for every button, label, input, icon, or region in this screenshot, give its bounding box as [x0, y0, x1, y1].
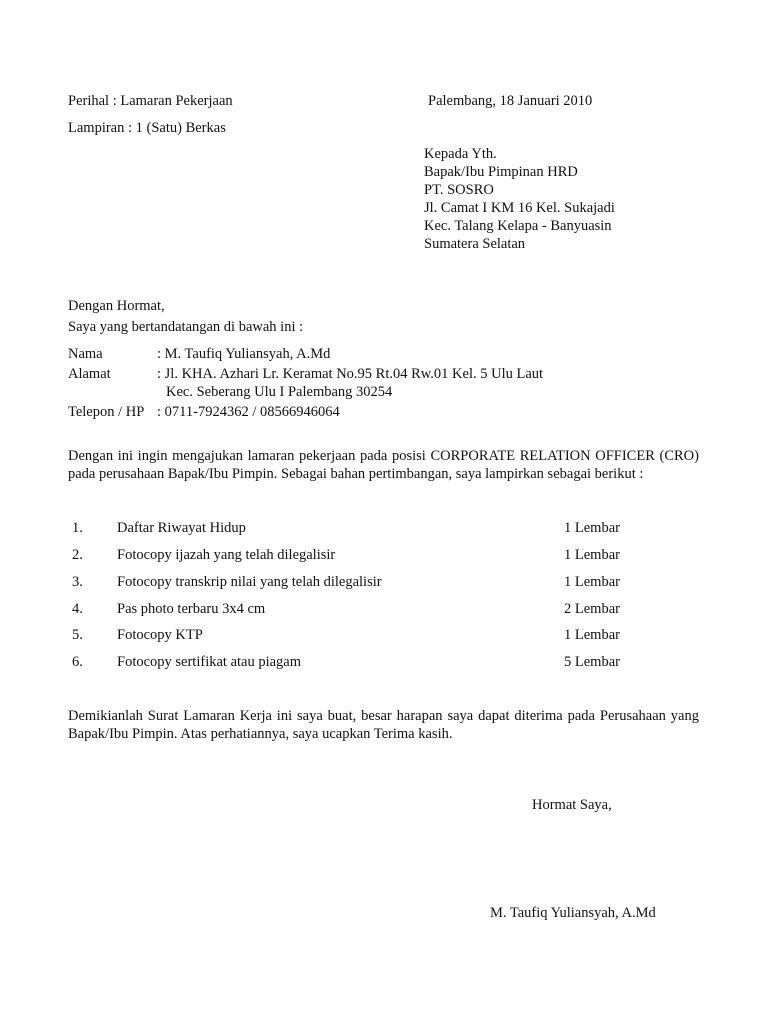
- recipient-line: Kec. Talang Kelapa - Banyuasin: [424, 218, 612, 234]
- list-item: [0, 626, 768, 644]
- letter-date: Palembang, 18 Januari 2010: [428, 93, 593, 109]
- signature-name: M. Taufiq Yuliansyah, A.Md: [490, 905, 656, 921]
- salutation: Dengan Hormat,: [68, 298, 165, 314]
- item-description: Daftar Riwayat Hidup: [117, 520, 246, 536]
- subject-line: Perihal : Lamaran Pekerjaan: [68, 93, 233, 109]
- item-number: 3.: [72, 574, 83, 590]
- recipient-line: Kepada Yth.: [424, 146, 497, 162]
- item-description: Fotocopy sertifikat atau piagam: [117, 654, 302, 670]
- intro-line: Saya yang bertandatangan di bawah ini :: [68, 319, 304, 335]
- phone-label: Telepon / HP: [68, 404, 145, 420]
- item-number: 5.: [72, 627, 83, 643]
- phone-value: : 0711-7924362 / 08566946064: [157, 404, 340, 420]
- item-number: 1.: [72, 520, 83, 536]
- recipient-line: PT. SOSRO: [424, 182, 494, 198]
- address-value-line2: Kec. Seberang Ulu I Palembang 30254: [166, 384, 393, 400]
- item-description: Fotocopy transkrip nilai yang telah dilegalisir: [117, 574, 382, 590]
- item-quantity: 2 Lembar: [564, 601, 620, 617]
- address-label: Alamat: [68, 366, 111, 382]
- list-item: [0, 600, 768, 618]
- item-number: 2.: [72, 547, 83, 563]
- recipient-line: Jl. Camat I KM 16 Kel. Sukajadi: [424, 200, 615, 216]
- recipient-line: Bapak/Ibu Pimpinan HRD: [424, 164, 578, 180]
- item-quantity: 1 Lembar: [564, 627, 620, 643]
- item-number: 4.: [72, 601, 83, 617]
- list-item: [0, 546, 768, 564]
- item-description: Fotocopy ijazah yang telah dilegalisir: [117, 547, 336, 563]
- name-label: Nama: [68, 346, 103, 362]
- item-quantity: 1 Lembar: [564, 547, 620, 563]
- address-value-line1: : Jl. KHA. Azhari Lr. Keramat No.95 Rt.04 Rw.01 Kel. 5 Ulu Laut: [157, 366, 544, 382]
- list-item: [0, 653, 768, 671]
- item-quantity: 1 Lembar: [564, 574, 620, 590]
- regards: Hormat Saya,: [532, 797, 612, 813]
- item-description: Pas photo terbaru 3x4 cm: [117, 601, 266, 617]
- item-quantity: 5 Lembar: [564, 654, 620, 670]
- attachment-count-line: Lampiran : 1 (Satu) Berkas: [68, 120, 226, 136]
- body-paragraph: Dengan ini ingin mengajukan lamaran pekerjaan pada posisi CORPORATE RELATION OFFICER (CRO) pada perusahaan Bapak/Ibu Pimpin. Sebagai bahan pertimbangan, saya lampirkan sebagai berikut :: [68, 448, 699, 482]
- item-quantity: 1 Lembar: [564, 520, 620, 536]
- name-value: : M. Taufiq Yuliansyah, A.Md: [157, 346, 331, 362]
- item-description: Fotocopy KTP: [117, 627, 203, 643]
- closing-paragraph: Demikianlah Surat Lamaran Kerja ini saya buat, besar harapan saya dapat diterima pada Perusahaan yang Bapak/Ibu Pimpin. Atas perhatiannya, saya ucapkan Terima kasih.: [68, 708, 699, 742]
- item-number: 6.: [72, 654, 83, 670]
- recipient-line: Sumatera Selatan: [424, 236, 526, 252]
- list-item: [0, 573, 768, 591]
- list-item: [0, 519, 768, 537]
